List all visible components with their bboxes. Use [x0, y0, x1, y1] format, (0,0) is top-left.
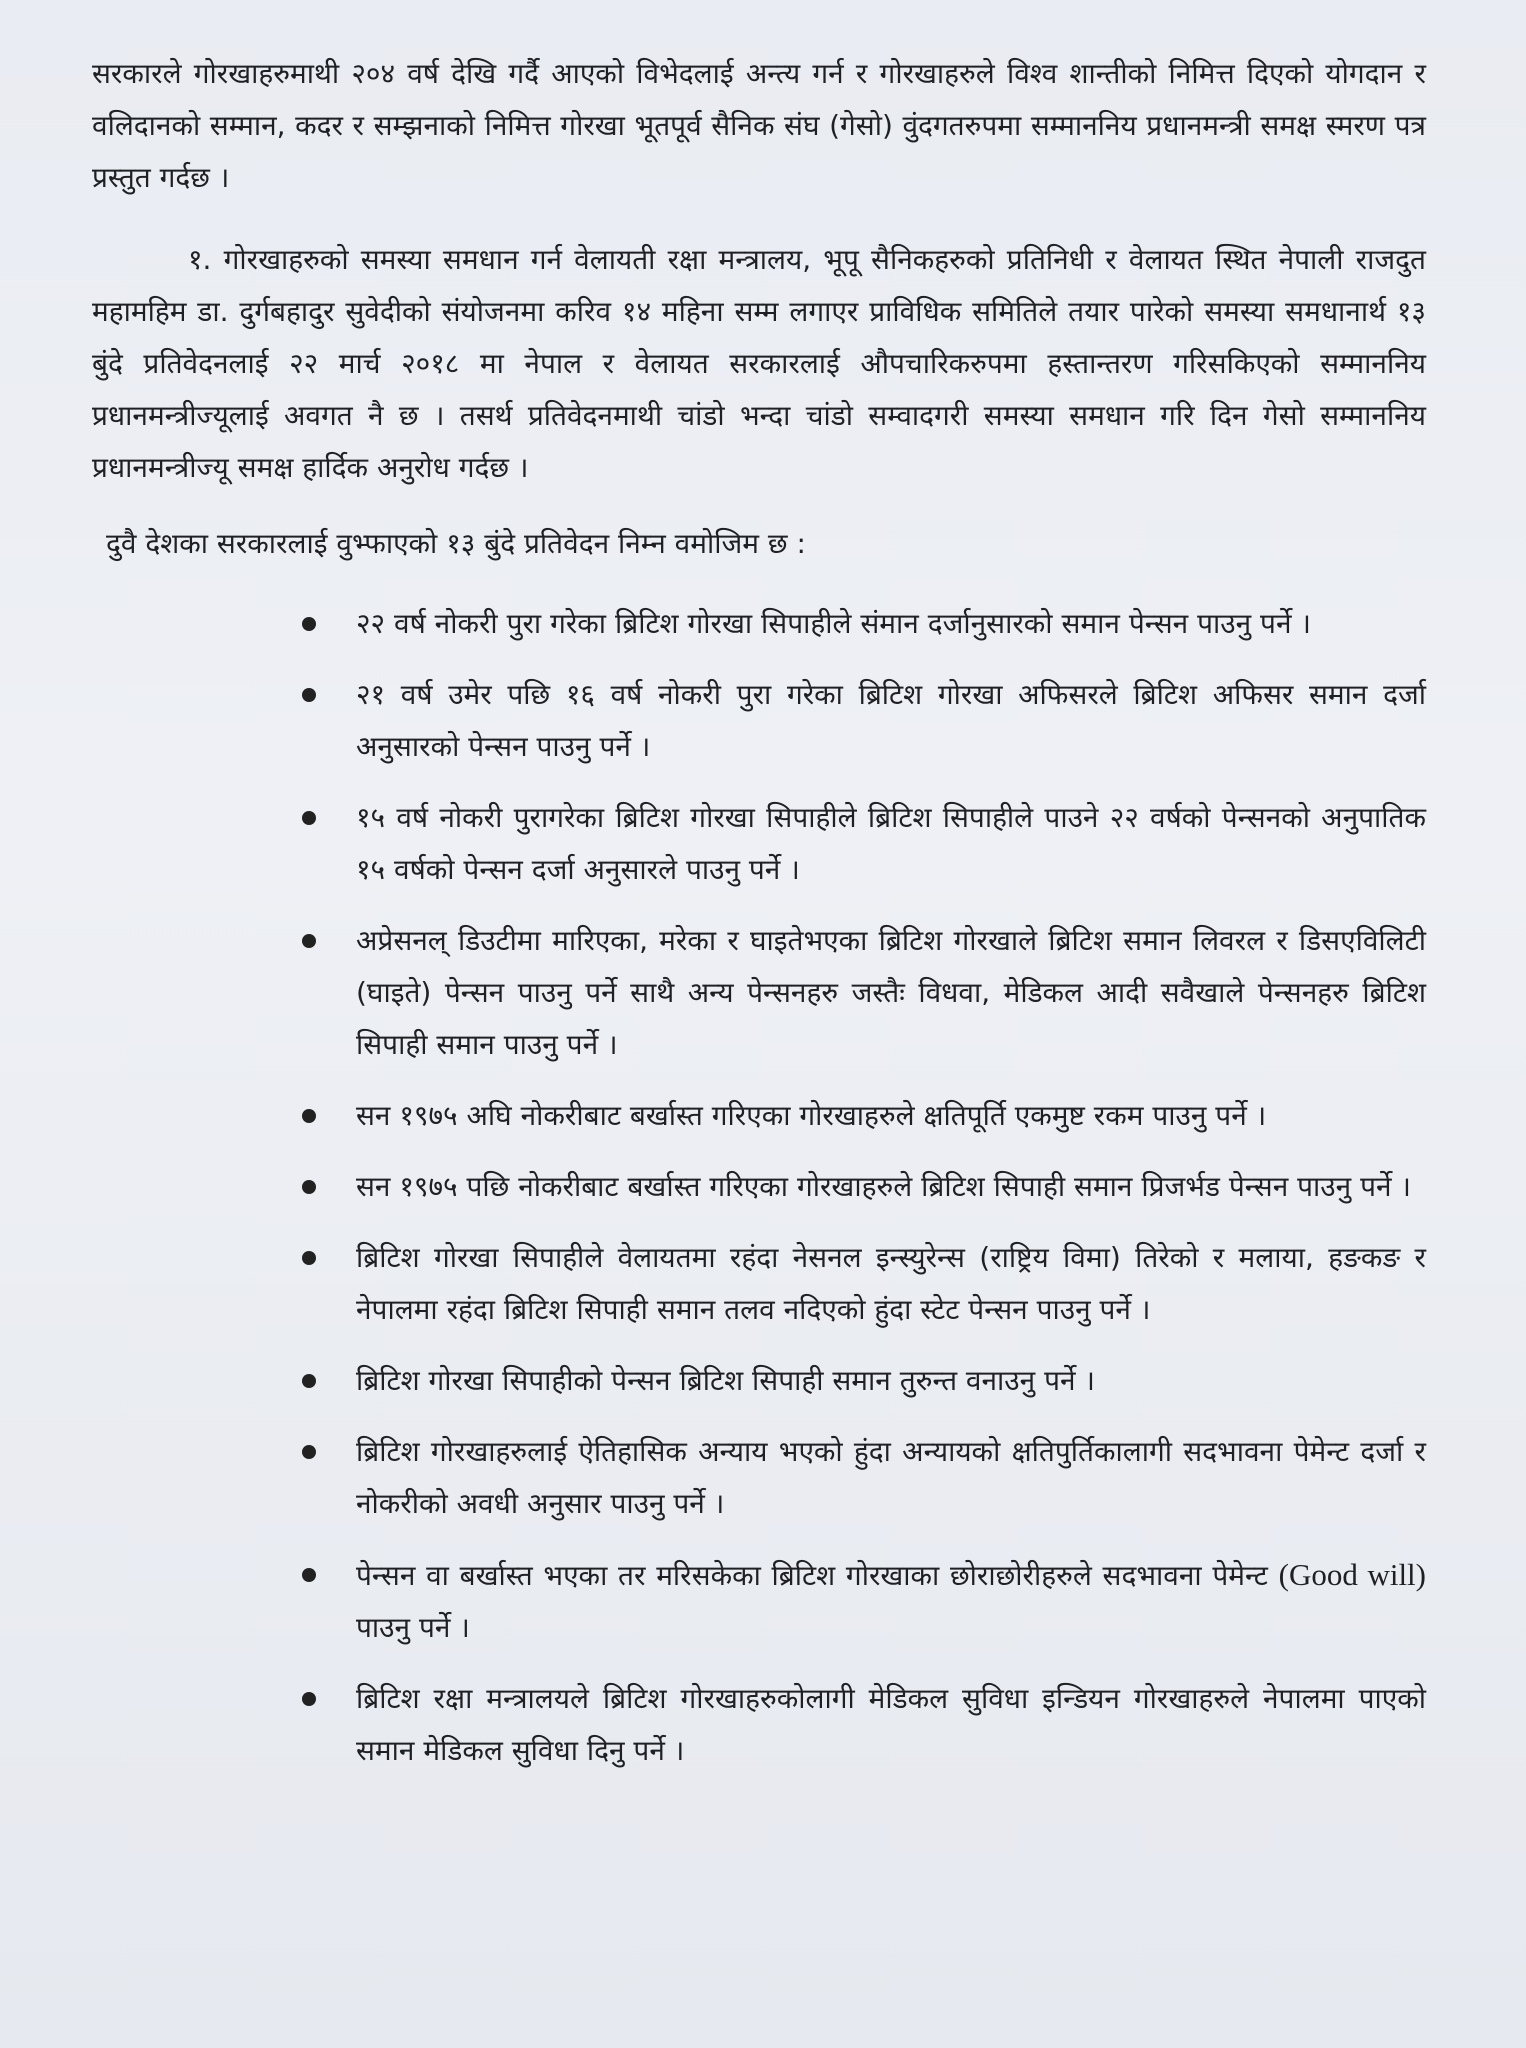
list-item-text: ब्रिटिश गोरखा सिपाहीको पेन्सन ब्रिटिश सिपाही समान तुरुन्त वनाउनु पर्ने ।	[356, 1364, 1096, 1397]
intro-paragraph: सरकारले गोरखाहरुमाथी २०४ वर्ष देखि गर्दै आएको विभेदलाई अन्त्य गर्न र गोरखाहरुले विश्व शान्तीको निमित्त दिएको योगदान र वलिदानको सम्मान, कदर र सम्झनाको निमित्त गोरखा भूतपूर्व सैनिक संघ (गेसो) वुंदगतरुपमा सम्माननिय प्रधानमन्त्री समक्ष स्मरण पत्र प्रस्तुत गर्दछ ।	[92, 57, 1426, 194]
list-item	[260, 669, 1426, 773]
list-item-text: अप्रेसनल् डिउटीमा मारिएका, मरेका र घाइतेभएका ब्रिटिश गोरखाले ब्रिटिश समान लिवरल र डिसएविलिटी (घाइते) पेन्सन पाउनु पर्ने साथै अन्य पेन्सनहरु जस्तैः विधवा, मेडिकल आदी सवैखाले पेन्सनहरु ब्रिटिश सिपाही समान पाउनु पर्ने ।	[356, 924, 1426, 1061]
list-item	[260, 792, 1426, 896]
list-item	[260, 1426, 1426, 1530]
numbered-paragraph-1: १. गोरखाहरुको समस्या समधान गर्न वेलायती रक्षा मन्त्रालय, भूपू सैनिकहरुको प्रतिनिधी र वेलायत स्थित नेपाली राजदुत महामहिम डा. दुर्गबहादुर सुवेदीको संयोजनमा करिव १४ महिना सम्म लगाएर प्राविधिक समितिले तयार पारेको समस्या समधानार्थ १३ बुंदे प्रतिवेदनलाई २२ मार्च २०१८ मा नेपाल र वेलायत सरकारलाई औपचारिकरुपमा हस्तान्तरण गरिसकिएको सम्माननिय प्रधानमन्त्रीज्यूलाई अवगत नै छ । तसर्थ प्रतिवेदनमाथी चांडो भन्दा चांडो सम्वादगरी समस्या समधान गरि दिन गेसो सम्माननिय प्रधानमन्त्रीज्यू समक्ष हार्दिक अनुरोध गर्दछ ।	[92, 243, 1426, 484]
list-item	[260, 1549, 1426, 1654]
bullet-dot-icon	[302, 934, 316, 948]
list-item-text: १५ वर्ष नोकरी पुरागरेका ब्रिटिश गोरखा सिपाहीले ब्रिटिश सिपाहीले पाउने २२ वर्षको पेन्सनको अनुपातिक १५ वर्षको पेन्सन दर्जा अनुसारले पाउनु पर्ने ।	[356, 801, 1426, 886]
list-item-latin-text: (Good will)	[1278, 1557, 1426, 1592]
bullet-dot-icon	[302, 617, 316, 631]
list-item	[260, 1355, 1426, 1407]
list-item	[260, 1090, 1426, 1142]
list-item-text: ब्रिटिश गोरखाहरुलाई ऐतिहासिक अन्याय भएको हुंदा अन्यायको क्षतिपुर्तिकालागी सदभावना पेमेन्ट दर्जा र नोकरीको अवधी अनुसार पाउनु पर्ने ।	[356, 1435, 1426, 1520]
bullet-dot-icon	[302, 1568, 316, 1582]
list-item	[260, 915, 1426, 1071]
list-item	[260, 1161, 1426, 1213]
list-item-text: २१ वर्ष उमेर पछि १६ वर्ष नोकरी पुरा गरेका ब्रिटिश गोरखा अफिसरले ब्रिटिश अफिसर समान दर्जा अनुसारको पेन्सन पाउनु पर्ने ।	[356, 678, 1426, 763]
list-item-text: २२ वर्ष नोकरी पुरा गरेका ब्रिटिश गोरखा सिपाहीले संमान दर्जानुसारको समान पेन्सन पाउनु पर्ने ।	[356, 607, 1312, 640]
bullet-dot-icon	[302, 1180, 316, 1194]
list-item-text: पेन्सन वा बर्खास्त भएका तर मरिसकेका ब्रिटिश गोरखाका छोराछोरीहरुले सदभावना पेमेन्ट	[356, 1559, 1268, 1592]
list-item-text: सन १९७५ पछि नोकरीबाट बर्खास्त गरिएका गोरखाहरुले ब्रिटिश सिपाही समान प्रिजर्भड पेन्सन पाउनु पर्ने ।	[356, 1170, 1412, 1203]
bullet-dot-icon	[302, 688, 316, 702]
list-item-text: ब्रिटिश गोरखा सिपाहीले वेलायतमा रहंदा नेसनल इन्स्युरेन्स (राष्ट्रिय विमा) तिरेको र मलाया, हङकङ र नेपालमा रहंदा ब्रिटिश सिपाही समान तलव नदिएको हुंदा स्टेट पेन्सन पाउनु पर्ने ।	[356, 1241, 1426, 1326]
list-item-text-tail: पाउनु पर्ने ।	[356, 1611, 470, 1644]
bullet-dot-icon	[302, 1445, 316, 1459]
list-item	[260, 1673, 1426, 1777]
list-item	[260, 598, 1426, 650]
list-lead-paragraph: दुवै देशका सरकारलाई वुभ्फाएको १३ बुंदे प्रतिवेदन निम्न वमोजिम छ :	[106, 527, 806, 560]
recommendation-list	[92, 598, 1426, 1777]
bullet-dot-icon	[302, 1251, 316, 1265]
bullet-dot-icon	[302, 1109, 316, 1123]
list-item-text: सन १९७५ अघि नोकरीबाट बर्खास्त गरिएका गोरखाहरुले क्षतिपूर्ति एकमुष्ट रकम पाउनु पर्ने ।	[356, 1099, 1267, 1132]
bullet-dot-icon	[302, 1374, 316, 1388]
list-item	[260, 1232, 1426, 1336]
bullet-dot-icon	[302, 811, 316, 825]
bullet-dot-icon	[302, 1692, 316, 1706]
list-item-text: ब्रिटिश रक्षा मन्त्रालयले ब्रिटिश गोरखाहरुकोलागी मेडिकल सुविधा इन्डियन गोरखाहरुले नेपालमा पाएको समान मेडिकल सुविधा दिनु पर्ने ।	[356, 1682, 1426, 1767]
